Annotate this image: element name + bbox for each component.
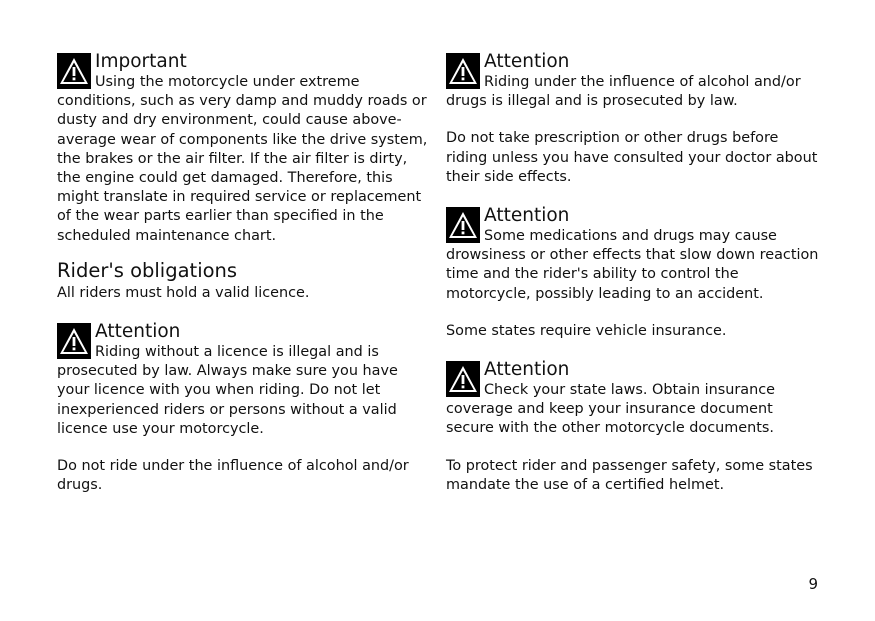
- notice-title: Attention: [95, 321, 181, 343]
- warning-triangle-icon: [446, 207, 480, 243]
- paragraph-helmet: To protect rider and passenger safety, some states mandate the use of a certified helmet.: [446, 457, 813, 493]
- warning-triangle-icon: [57, 323, 91, 359]
- notice-title: Attention: [484, 205, 570, 227]
- important-notice: [57, 51, 433, 246]
- left-column: [57, 51, 433, 495]
- notice-text: Some medications and drugs may cause drowsiness or other effects that slow down reaction time and the rider's ability to control the motorcycle, possibly leading to an accident.: [446, 228, 819, 302]
- right-column: [446, 51, 822, 495]
- notice-text: Riding under the influence of alcohol and/or drugs is illegal and is prosecuted by law.: [446, 74, 801, 110]
- warning-triangle-icon: [446, 361, 480, 397]
- paragraph-alcohol: Do not ride under the influence of alcohol and/or drugs.: [57, 458, 409, 494]
- paragraph-insurance: Some states require vehicle insurance.: [446, 322, 727, 339]
- page-number: 9: [808, 575, 818, 593]
- notice-title: Attention: [484, 359, 570, 381]
- notice-title: Important: [95, 51, 187, 72]
- section-heading: Rider's obligations: [57, 258, 238, 282]
- section-intro: All riders must hold a valid licence.: [57, 284, 310, 301]
- notice-text: Riding without a licence is illegal and is prosecuted by law. Always make sure you have your licence with you when riding. Do not let inexperienced riders or persons without a valid licence use your motorcycle.: [57, 344, 398, 437]
- warning-triangle-icon: [446, 53, 480, 89]
- attention-notice-alcohol: [446, 51, 822, 111]
- notice-title: Attention: [484, 51, 570, 72]
- attention-notice-medications: [446, 205, 822, 304]
- attention-notice: [57, 321, 433, 439]
- notice-text: Using the motorcycle under extreme conditions, such as very damp and muddy roads or dusty and dry environment, could cause above-average wear of components like the drive system, the brakes or the air filter. If the air filter is dirty, the engine could get damaged. Therefore, this might translate in required service or replacement of the wear parts earlier than specified in the scheduled maintenance chart.: [57, 74, 428, 244]
- notice-text: Check your state laws. Obtain insurance coverage and keep your insurance document secure with the other motorcycle documents.: [446, 382, 776, 437]
- attention-notice-state-laws: [446, 359, 822, 439]
- warning-triangle-icon: [57, 53, 91, 89]
- paragraph-prescription: Do not take prescription or other drugs before riding unless you have consulted your doctor about their side effects.: [446, 130, 818, 185]
